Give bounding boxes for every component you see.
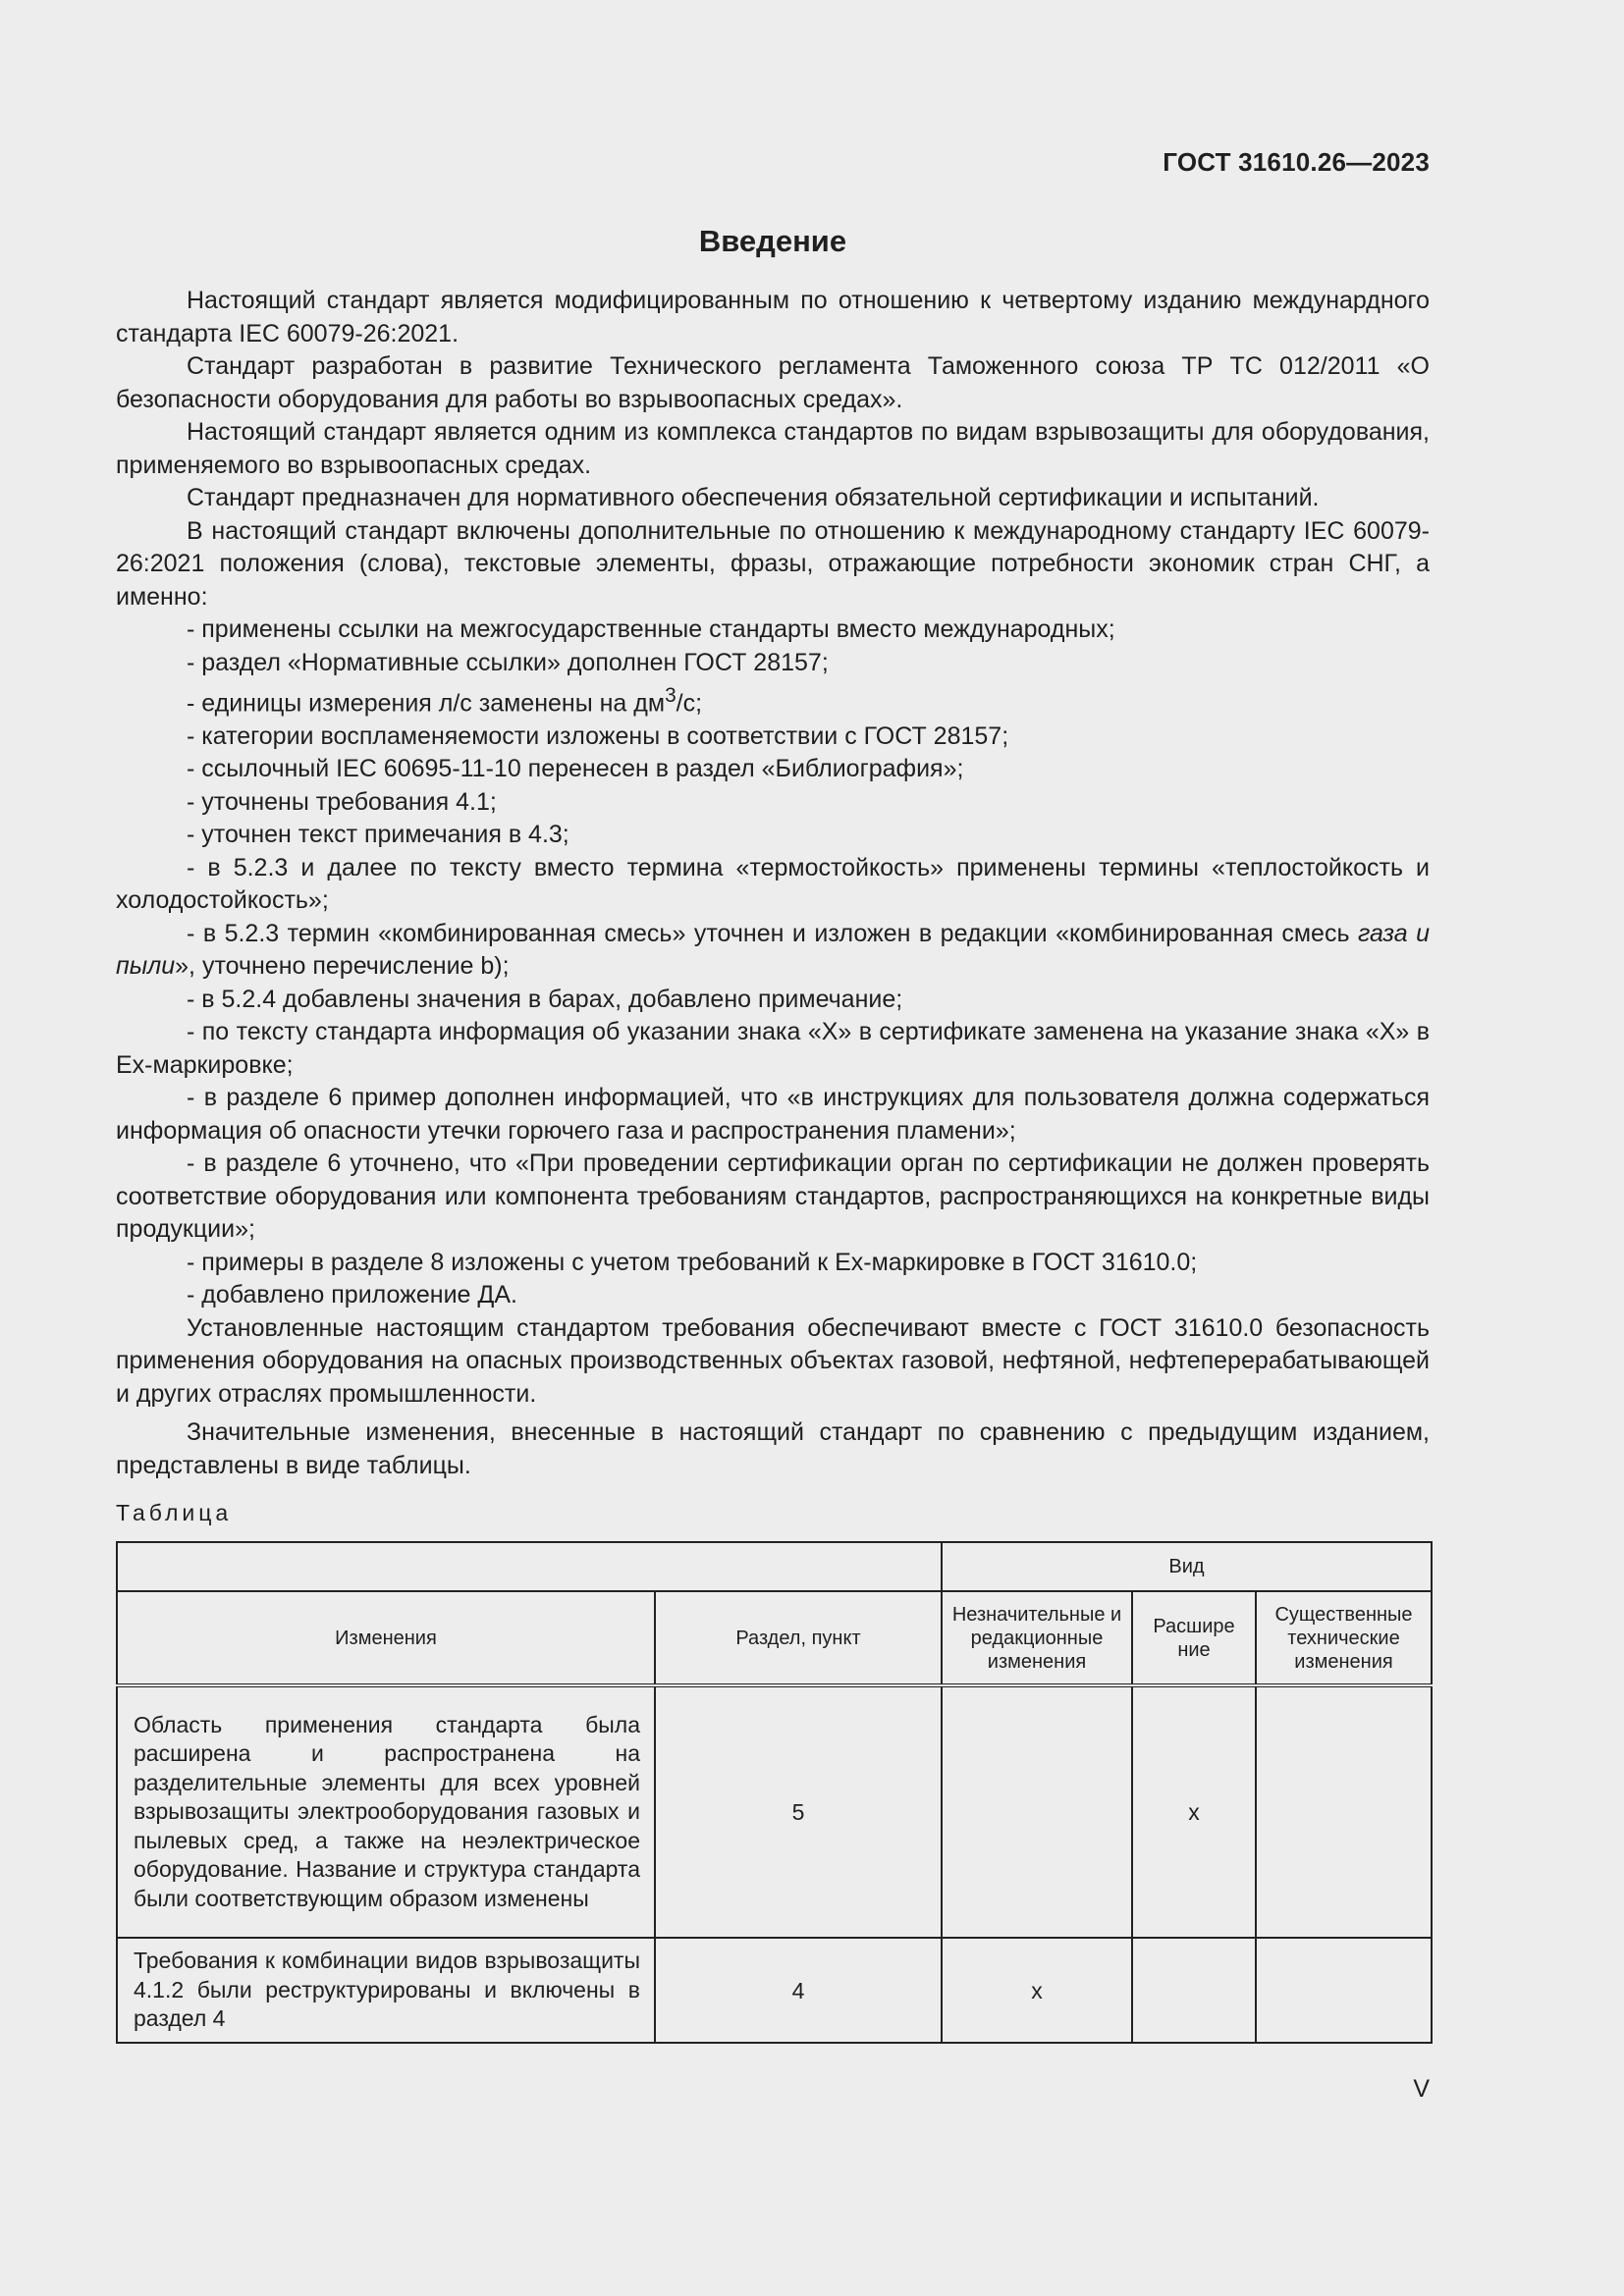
table-cell-section: 5 xyxy=(655,1685,942,1938)
paragraph: Стандарт предназначен для нормативного обеспечения обязательной сертификации и испытаний. xyxy=(187,484,1320,511)
list-item: - добавлено приложение ДА. xyxy=(187,1281,517,1309)
list-item xyxy=(116,679,1430,721)
list-item: - применены ссылки на межгосударственные стандарты вместо международных; xyxy=(187,615,1115,643)
emphasis-text: газа и пыли xyxy=(116,919,1430,981)
table-row xyxy=(117,1685,1432,1938)
paragraph: Настоящий стандарт является модифицированным по отношению к четвертому изданию междунардного стандарта IEC 60079-26:2021. xyxy=(116,287,1430,347)
table-cell-extension xyxy=(1132,1938,1256,2043)
column-header-section: Раздел, пункт xyxy=(655,1591,942,1685)
table-cell-extension: x xyxy=(1132,1685,1256,1938)
table-cell-change: Требования к комбинации видов взрывозащиты 4.1.2 были реструктурированы и включены в раздел 4 xyxy=(117,1938,655,2043)
list-item: - ссылочный IEC 60695-11-10 перенесен в раздел «Библиография»; xyxy=(187,755,964,783)
table-label: Таблица xyxy=(116,1500,233,1525)
changes-table xyxy=(116,1541,1433,2044)
list-item: - в 5.2.4 добавлены значения в барах, добавлено примечание; xyxy=(187,985,903,1013)
list-item-text: - в 5.2.3 термин «комбинированная смесь» уточнен и изложен в редакции «комбинированная смесь xyxy=(187,919,1358,947)
column-header-minor: Незначительные и редакционные изменения xyxy=(942,1591,1132,1685)
list-item-text: /с; xyxy=(676,689,703,718)
list-item-text: - единицы измерения л/с заменены на дм xyxy=(187,689,666,718)
page-number: V xyxy=(1413,2075,1430,2103)
body-text xyxy=(116,285,1430,1482)
table-row xyxy=(117,1938,1432,2043)
paragraph: Настоящий стандарт является одним из комплекса стандартов по видам взрывозащиты для оборудования, применяемого во взрывоопасных средах. xyxy=(116,418,1430,479)
table-group-header: Вид xyxy=(942,1542,1432,1591)
paragraph: Стандарт разработан в развитие Технического регламента Таможенного союза ТР ТС 012/2011 «О безопасности оборудования для работы во взрывоопасных средах». xyxy=(116,352,1430,413)
paragraph: В настоящий стандарт включены дополнительные по отношению к международному стандарту IEC 60079-26:2021 положения (слова), текстовые элементы, фразы, отражающие потребности экономик стран СНГ, а именно: xyxy=(116,516,1430,611)
table-header-empty xyxy=(117,1542,942,1591)
page-title: Введение xyxy=(698,224,847,258)
list-item-text: », уточнено перечисление b); xyxy=(175,952,510,981)
table-cell-change: Область применения стандарта была расширена и распространена на разделительные элементы для всех уровней взрывозащиты электрооборудования газовых и пылевых сред, а также на неэлектрическое оборудование. Название и структура стандарта были соответствующим образом изменены xyxy=(117,1685,655,1938)
paragraph: Значительные изменения, внесенные в настоящий стандарт по сравнению с предыдущим изданием, представлены в виде таблицы. xyxy=(116,1418,1430,1479)
list-item xyxy=(116,918,1430,984)
column-header-extension: Расширение xyxy=(1132,1591,1256,1685)
paragraph: Установленные настоящим стандартом требования обеспечивают вместе с ГОСТ 31610.0 безопасность применения оборудования на опасных производственных объектах газовой, нефтяной, нефтеперерабатывающей и других отраслях промышленности. xyxy=(116,1313,1430,1408)
list-item: - по тексту стандарта информация об указании знака «Х» в сертификате заменена на указание знака «Х» в Ex-маркировке; xyxy=(116,1018,1430,1079)
document-code: ГОСТ 31610.26—2023 xyxy=(1163,147,1430,177)
list-item: - в разделе 6 пример дополнен информацией, что «в инструкциях для пользователя должна содержаться информация об опасности утечки горючего газа и распространения пламени»; xyxy=(116,1084,1430,1145)
list-item: - категории воспламеняемости изложены в соответствии с ГОСТ 28157; xyxy=(187,721,1009,750)
list-item: - в 5.2.3 и далее по тексту вместо термина «термостойкость» применены термины «теплостойкость и холодостойкость»; xyxy=(116,853,1430,915)
table-cell-minor xyxy=(942,1685,1132,1938)
column-header-technical: Существенные технические изменения xyxy=(1256,1591,1432,1685)
column-header-changes: Изменения xyxy=(117,1591,655,1685)
list-item: - уточнен текст примечания в 4.3; xyxy=(187,821,569,849)
superscript: 3 xyxy=(665,684,677,707)
table-cell-technical xyxy=(1256,1685,1432,1938)
list-item: - примеры в разделе 8 изложены с учетом требований к Ex-маркировке в ГОСТ 31610.0; xyxy=(187,1248,1198,1276)
list-item: - в разделе 6 уточнено, что «При проведении сертификации орган по сертификации не должен проверять соответствие оборудования или компонента требованиям стандартов, распространяющихся на конкретные виды продукции»; xyxy=(116,1149,1430,1244)
list-item: - раздел «Нормативные ссылки» дополнен ГОСТ 28157; xyxy=(187,648,829,676)
table-cell-technical xyxy=(1256,1938,1432,2043)
table-cell-minor: x xyxy=(942,1938,1132,2043)
table-cell-section: 4 xyxy=(655,1938,942,2043)
list-item: - уточнены требования 4.1; xyxy=(187,787,497,816)
